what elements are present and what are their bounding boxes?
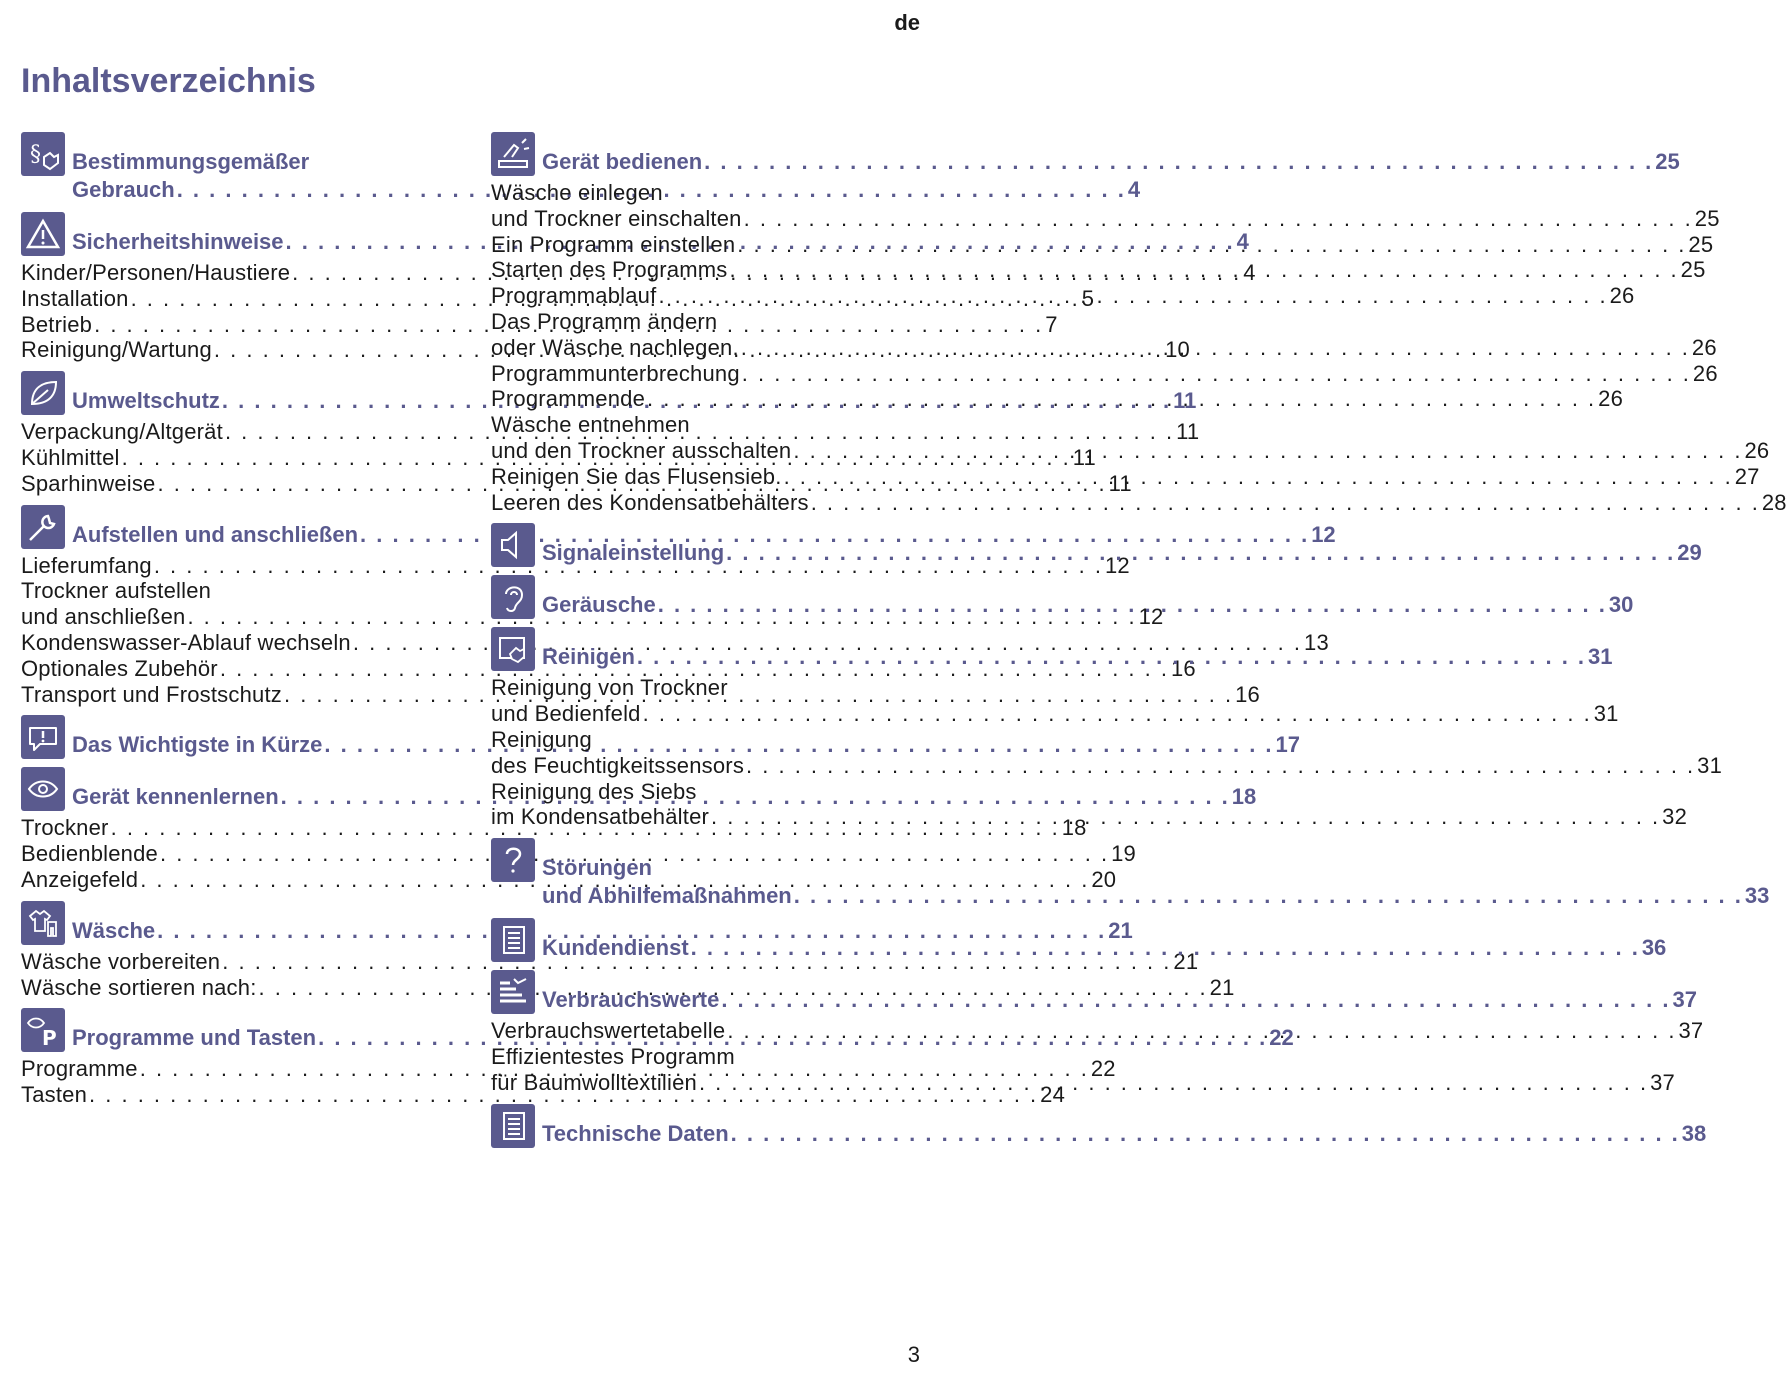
toc-entry-page-number: 21 xyxy=(1173,948,1199,974)
toc-entry[interactable] xyxy=(491,231,1714,258)
section-page-number: 37 xyxy=(1672,987,1697,1013)
toc-entry-page-number: 28 xyxy=(1761,489,1787,515)
toc-entry-page-number: 11 xyxy=(1108,470,1132,496)
section-page-number: 21 xyxy=(1108,917,1133,943)
section-title-text: Sicherheitshinweise xyxy=(72,229,284,254)
toc-entry-text: Trockner aufstellen xyxy=(21,578,212,604)
toc-entry[interactable] xyxy=(491,180,1720,232)
toc-entry-text: Ein Programm einstellen xyxy=(491,231,736,257)
section-title-text: Bestimmungsgemäßer xyxy=(72,149,310,174)
toc-entry-text: Sparhinweise xyxy=(21,470,156,496)
toc-entry-page-number: 12 xyxy=(1138,604,1164,630)
toc-entry-page-number: 26 xyxy=(1598,386,1624,412)
leader-dots xyxy=(647,386,1596,412)
toc-entry-text: und Trockner einschalten xyxy=(491,205,742,231)
leader-dots xyxy=(746,753,1695,779)
section-title-text: Störungen xyxy=(542,855,652,881)
section-title-text: Reinigen xyxy=(542,644,635,670)
section-page-number: 29 xyxy=(1677,540,1702,566)
toc-entry[interactable] xyxy=(491,489,1787,516)
toc-entry-page-number: 25 xyxy=(1688,231,1714,257)
toc-entry-page-number: 18 xyxy=(1061,815,1087,841)
toc-entry-text: Betrieb xyxy=(21,311,93,337)
section-page-number: 31 xyxy=(1588,644,1613,670)
toc-entry-text: Wäsche entnehmen xyxy=(491,412,690,438)
section-title xyxy=(542,838,1769,910)
laundry-icon xyxy=(21,901,65,945)
toc-entry-text: und Bedienfeld xyxy=(491,701,641,727)
section-page-number: 22 xyxy=(1269,1025,1294,1051)
toc-entry[interactable] xyxy=(491,257,1706,283)
toc-entry-page-number: 21 xyxy=(1209,974,1235,1000)
leader-dots xyxy=(637,643,1586,671)
toc-entry-text: Kinder/Personen/Haustiere xyxy=(21,260,291,285)
section-title-text: Signaleinstellung xyxy=(542,540,725,566)
bars-chart-icon xyxy=(491,970,535,1014)
page-number: 3 xyxy=(907,1342,920,1367)
leader-dots xyxy=(726,539,1675,567)
section-title xyxy=(542,1104,1706,1148)
toc-entry-page-number: 26 xyxy=(1692,360,1718,386)
section-page-number: 30 xyxy=(1608,592,1634,618)
toc-entry-text: Bedienblende xyxy=(21,841,158,867)
toc-entry-text: Optionales Zubehör xyxy=(21,655,218,681)
section-title-text: Programme und Tasten xyxy=(72,1025,317,1051)
toc-entry-page-number: 22 xyxy=(1090,1056,1116,1082)
section-page-number: 25 xyxy=(1655,149,1680,174)
leader-dots xyxy=(784,464,1733,490)
leader-dots xyxy=(658,283,1607,309)
toc-entry-page-number: 31 xyxy=(1697,752,1723,778)
toc-entry-text: Reinigung xyxy=(491,726,592,752)
section-page-number: 36 xyxy=(1641,935,1667,961)
leader-dots xyxy=(811,490,1760,516)
section-title-text: Verbrauchswerte xyxy=(542,987,720,1013)
toc-entry-text: Programmunterbrechung xyxy=(491,360,740,386)
toc-entry-page-number: 7 xyxy=(1045,311,1058,337)
leader-dots xyxy=(741,335,1690,361)
section-title xyxy=(542,575,1633,619)
toc-entry-text: Reinigung von Trockner xyxy=(491,675,728,701)
toc-entry-page-number: 5 xyxy=(1081,285,1095,311)
toc-entry-text: Wäsche einlegen xyxy=(491,180,663,205)
toc-entry-text: Programme xyxy=(21,1056,138,1082)
section-page-number: 11 xyxy=(1173,388,1197,414)
language-code: de xyxy=(894,10,920,35)
toc-entry-text: Transport und Frostschutz xyxy=(21,681,282,707)
section-title-text: Gerät kennenlernen xyxy=(72,784,279,810)
section-title-text: Gebrauch xyxy=(72,177,175,202)
toc-section xyxy=(491,1104,1707,1148)
toc-entry-text: im Kondensatbehälter xyxy=(491,804,710,830)
leader-dots xyxy=(794,882,1743,910)
leader-dots xyxy=(704,148,1653,176)
wrench-icon xyxy=(21,505,65,549)
toc-entry-text: Programmablauf xyxy=(491,283,657,309)
leader-dots xyxy=(721,986,1670,1014)
section-heading[interactable] xyxy=(491,132,1680,176)
toc-entry-text: Wäsche sortieren nach: xyxy=(21,974,257,1000)
toc-entry-text: Programmende xyxy=(491,386,646,412)
toc-entry[interactable] xyxy=(491,283,1635,309)
leader-dots xyxy=(691,934,1640,962)
leader-dots xyxy=(731,1120,1680,1148)
toc-entry-text: Kühlmittel xyxy=(21,444,120,470)
section-title xyxy=(542,132,1680,176)
toc-entry-text: Trockner xyxy=(21,815,109,841)
toc-entry-text: des Feuchtigkeitssensors xyxy=(491,752,745,778)
question-icon xyxy=(491,838,535,882)
section-page-number: 33 xyxy=(1744,883,1770,909)
warning-triangle-icon xyxy=(21,212,65,256)
toc-entry-text: Starten des Programms xyxy=(491,257,728,283)
toc-entry-text: Installation xyxy=(21,285,129,311)
leader-dots xyxy=(643,701,1592,727)
toc-entry-page-number: 31 xyxy=(1593,701,1619,727)
speech-exclamation-icon xyxy=(21,715,65,759)
section-heading[interactable] xyxy=(21,505,1336,549)
toc-entry-page-number: 26 xyxy=(1609,283,1635,309)
section-page-number: 18 xyxy=(1231,784,1257,810)
toc-entry-page-number: 19 xyxy=(1111,841,1136,867)
toc-entry-text: Verbrauchswertetabelle xyxy=(491,1018,726,1044)
section-title-text: Wäsche xyxy=(72,917,156,943)
section-page-number: 38 xyxy=(1681,1120,1707,1146)
toc-entry-text: Reinigen Sie das Flusensieb. xyxy=(491,463,782,489)
section-title xyxy=(542,627,1613,671)
section-title xyxy=(542,970,1697,1014)
leader-dots xyxy=(744,206,1693,232)
section-title-text: Kundendienst xyxy=(542,935,689,961)
section-title-text: Geräusche xyxy=(542,592,656,618)
leader-dots xyxy=(658,591,1607,619)
toc-entry-text: Lieferumfang xyxy=(21,552,152,578)
leader-dots xyxy=(699,1070,1648,1096)
toc-entry-text: und anschließen xyxy=(21,604,186,630)
section-title xyxy=(542,918,1666,962)
paragraph-hand-icon xyxy=(21,132,65,176)
toc-entry-page-number: 20 xyxy=(1091,866,1117,892)
toc-entry-page-number: 26 xyxy=(1691,334,1717,360)
toc-entry-page-number: 10 xyxy=(1165,337,1190,363)
section-page-number: 12 xyxy=(1311,521,1336,547)
section-heading[interactable] xyxy=(491,1104,1707,1148)
section-title-text: Technische Daten xyxy=(542,1120,729,1146)
toc-entry-text: Tasten xyxy=(21,1082,88,1108)
section-title-text: und Abhilfemaßnahmen xyxy=(542,883,792,909)
toc-entry-text: oder Wäsche nachlegen. xyxy=(491,334,739,360)
toc-entry-text: Effizientestes Programm xyxy=(491,1043,735,1069)
document-icon xyxy=(491,1104,535,1148)
toc-entry-page-number: 27 xyxy=(1734,463,1760,489)
hand-press-icon xyxy=(491,132,535,176)
leader-dots xyxy=(730,257,1679,283)
leader-dots xyxy=(737,232,1686,258)
toc-entry-text: Wäsche vorbereiten xyxy=(21,948,221,974)
toc-entry[interactable] xyxy=(21,629,1329,656)
section-title-text: Gerät bedienen xyxy=(542,149,703,174)
toc-entry-page-number: 37 xyxy=(1650,1069,1675,1095)
toc-entry-page-number: 11 xyxy=(1176,419,1200,445)
toc-entry-text: Anzeigefeld xyxy=(21,866,139,892)
eye-icon xyxy=(21,767,65,811)
leaf-icon xyxy=(21,371,65,415)
toc-entry-page-number: 4 xyxy=(1243,260,1256,285)
toc-entry-text: und den Trockner ausschalten xyxy=(491,437,792,463)
section-page-number: 4 xyxy=(1127,177,1141,202)
section-title-text: Das Wichtigste in Kürze xyxy=(72,732,323,758)
svg-text:§: § xyxy=(30,142,41,167)
toc-entry-text: Leeren des Kondensatbehälters xyxy=(491,489,809,515)
leader-dots xyxy=(742,361,1691,387)
toc-entry-page-number: 11 xyxy=(1072,444,1096,470)
section-title-text: Aufstellen und anschließen xyxy=(72,521,359,547)
toc-entry-page-number: 25 xyxy=(1694,205,1720,231)
page-title: Inhaltsverzeichnis xyxy=(21,62,316,100)
toc-entry-page-number: 12 xyxy=(1104,552,1130,578)
toc-entry-page-number: 25 xyxy=(1680,257,1706,283)
toc-entry-page-number: 16 xyxy=(1235,681,1260,707)
toc-entry[interactable] xyxy=(21,841,1136,867)
section-page-number: 17 xyxy=(1275,732,1301,758)
eye-p-icon xyxy=(21,1008,65,1052)
leader-dots xyxy=(711,804,1660,830)
svg-text:P: P xyxy=(42,1026,57,1051)
speaker-icon xyxy=(491,523,535,567)
toc-entry-text: Das Programm ändern xyxy=(491,308,718,334)
toc-entry-text: Verpackung/Altgerät xyxy=(21,419,223,445)
toc-entry[interactable] xyxy=(491,360,1718,387)
toc-entry-page-number: 37 xyxy=(1678,1018,1704,1044)
toc-entry-text: Reinigung des Siebs xyxy=(491,778,697,804)
ear-icon xyxy=(491,575,535,619)
section-heading[interactable] xyxy=(21,901,1133,945)
toc-entry-text: für Baumwolltextilien xyxy=(491,1069,697,1095)
cleaning-hand-icon xyxy=(491,627,535,671)
leader-dots xyxy=(793,438,1742,464)
section-title-text: Umweltschutz xyxy=(72,388,220,414)
toc-entry-page-number: 13 xyxy=(1304,629,1329,655)
toc-entry-text: Kondenswasser-Ablauf wechseln xyxy=(21,629,351,655)
toc-entry-page-number: 26 xyxy=(1744,437,1770,463)
toc-entry-page-number: 24 xyxy=(1040,1082,1066,1108)
section-title xyxy=(542,523,1702,567)
toc-entry-text: Reinigung/Wartung xyxy=(21,337,212,363)
section-page-number: 4 xyxy=(1236,229,1249,254)
toc-entry-page-number: 16 xyxy=(1170,655,1196,681)
document-icon xyxy=(491,918,535,962)
leader-dots xyxy=(727,1018,1676,1044)
toc-entry-page-number: 32 xyxy=(1662,804,1688,830)
